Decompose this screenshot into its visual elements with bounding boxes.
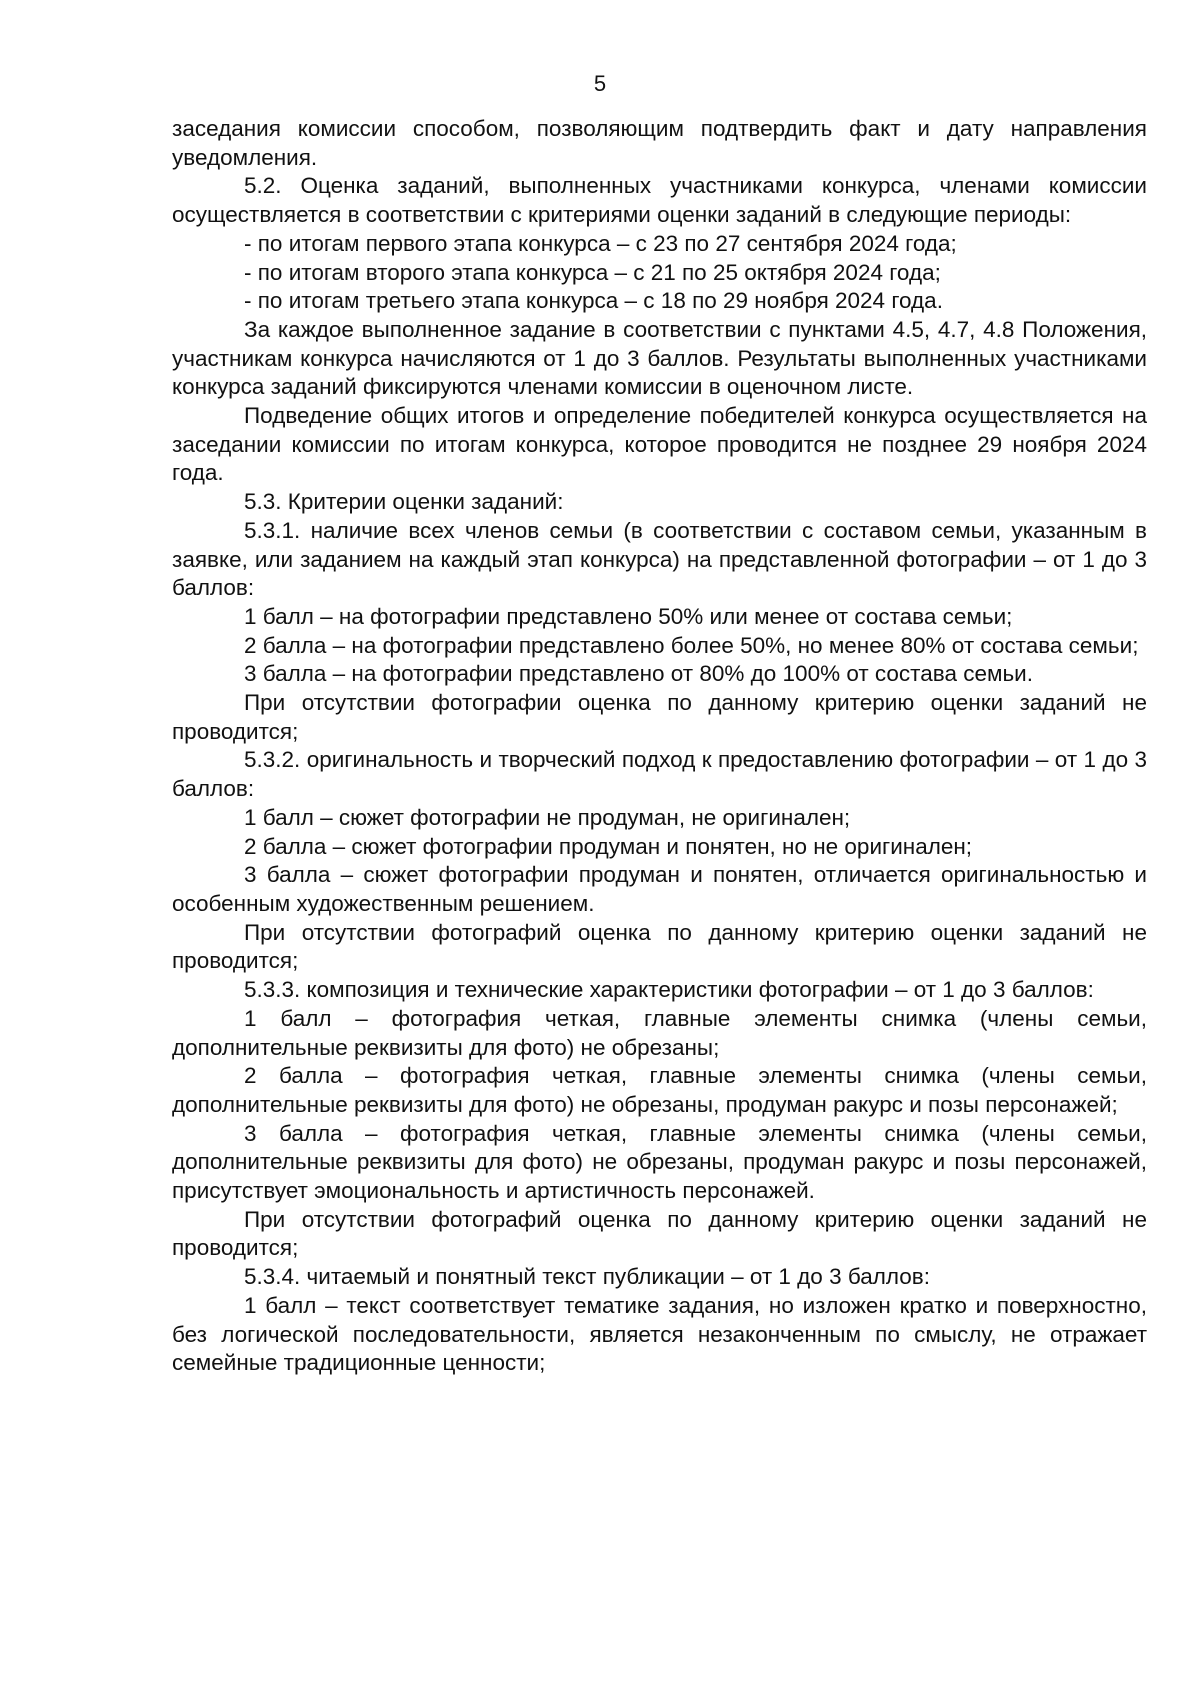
paragraph-scoring-points: За каждое выполненное задание в соответствии с пунктами 4.5, 4.7, 4.8 Положения, участникам конкурса начисляются от 1 до 3 баллов. Результаты выполненных участниками конкурса заданий фиксируются членами комиссии в оценочном листе. [172,316,1147,400]
score-5-3-2-two-points: 2 балла – сюжет фотографии продуман и понятен, но не оригинален; [244,833,973,859]
list-item-stage-2-period: - по итогам второго этапа конкурса – с 21 по 25 октября 2024 года; [244,259,941,285]
paragraph-5-3-4-text: 5.3.4. читаемый и понятный текст публикации – от 1 до 3 баллов: [244,1264,930,1290]
paragraph-5-3-3-composition: 5.3.3. композиция и технические характеристики фотографии – от 1 до 3 баллов: [244,977,1094,1003]
note-5-3-1-no-photo: При отсутствии фотографии оценка по данному критерию оценки заданий не проводится; [172,690,1147,744]
score-5-3-3-three-points: 3 балла – фотография четкая, главные элементы снимка (члены семьи, дополнительные реквизиты для фото) не обрезаны, продуман ракурс и позы персонажей, присутствует эмоциональность и артистичность персонажей. [172,1120,1147,1204]
score-5-3-2-one-point: 1 балл – сюжет фотографии не продуман, не оригинален; [244,804,851,830]
paragraph-5-3-criteria: 5.3. Критерии оценки заданий: [244,489,564,515]
score-5-3-3-two-points: 2 балла – фотография четкая, главные элементы снимка (члены семьи, дополнительные реквизиты для фото) не обрезаны, продуман ракурс и позы персонажей; [172,1063,1147,1117]
list-item-stage-3-period: - по итогам третьего этапа конкурса – с 18 по 29 ноября 2024 года. [244,288,943,314]
score-5-3-4-one-point: 1 балл – текст соответствует тематике задания, но изложен кратко и поверхностно, без логической последовательности, является незаконченным по смыслу, не отражает семейные традиционные ценности; [172,1292,1147,1376]
list-item-stage-1-period: - по итогам первого этапа конкурса – с 23 по 27 сентября 2024 года; [244,230,957,256]
score-5-3-1-three-points: 3 балла – на фотографии представлено от 80% до 100% от состава семьи. [244,661,1033,687]
score-5-3-2-three-points: 3 балла – сюжет фотографии продуман и понятен, отличается оригинальностью и особенным художественным решением. [172,862,1147,916]
note-5-3-2-no-photos: При отсутствии фотографий оценка по данному критерию оценки заданий не проводится; [172,919,1147,974]
paragraph-results-summary: Подведение общих итогов и определение победителей конкурса осуществляется на заседании комиссии по итогам конкурса, которое проводится не позднее 29 ноября 2024 года. [172,403,1147,486]
score-5-3-1-two-points: 2 балла – на фотографии представлено более 50%, но менее 80% от состава семьи; [244,632,1139,658]
note-5-3-3-no-photos: При отсутствии фотографий оценка по данному критерию оценки заданий не проводится; [172,1206,1147,1261]
page-number: 5 [593,71,607,96]
paragraph-5-3-1-family-members: 5.3.1. наличие всех членов семьи (в соответствии с составом семьи, указанным в заявке, или заданием на каждый этап конкурса) на представленной фотографии – от 1 до 3 баллов: [172,517,1147,601]
document-body [172,115,1147,1378]
paragraph-5-3-2-originality: 5.3.2. оригинальность и творческий подход к предоставлению фотографии – от 1 до 3 баллов: [172,747,1147,802]
score-5-3-3-one-point: 1 балл – фотография четкая, главные элементы снимка (члены семьи, дополнительные реквизиты для фото) не обрезаны; [172,1005,1147,1060]
paragraph-notification-end: заседания комиссии способом, позволяющим подтвердить факт и дату направления уведомления. [172,116,1147,170]
paragraph-5-2-evaluation: 5.2. Оценка заданий, выполненных участниками конкурса, членами комиссии осуществляется в соответствии с критериями оценки заданий в следующие периоды: [172,173,1147,228]
score-5-3-1-one-point: 1 балл – на фотографии представлено 50% или менее от состава семьи; [244,603,1013,629]
